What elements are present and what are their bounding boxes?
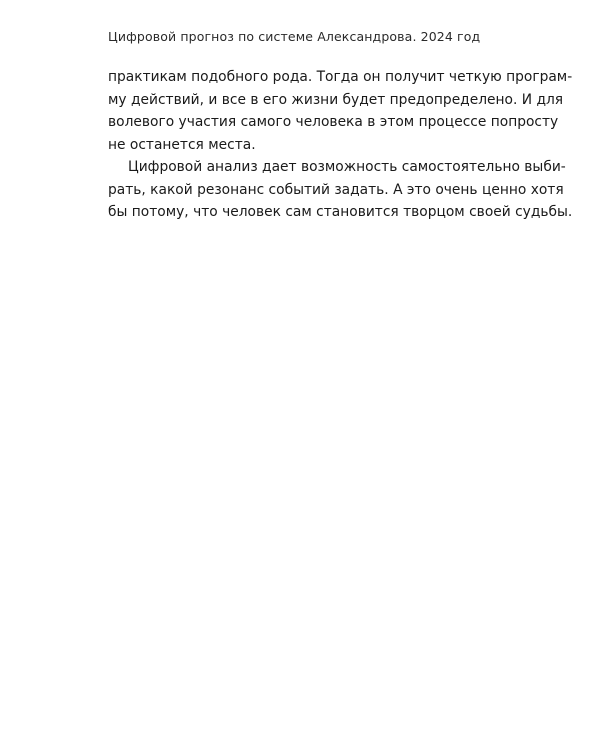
- text-line: волевого участия самого человека в этом процессе попросту: [108, 114, 559, 130]
- text-line: му действий, и все в его жизни будет предопределено. И для: [108, 91, 564, 108]
- paragraph-2: [108, 156, 573, 224]
- text-line: рать, какой резонанс событий задать. А это очень ценно хотя: [108, 181, 564, 198]
- page-body: [108, 66, 573, 224]
- running-header: Цифровой прогноз по системе Александрова. 2024 год: [108, 29, 481, 44]
- text-line: Цифровой анализ дает возможность самостоятельно выби-: [128, 159, 566, 175]
- text-line: не останется места.: [108, 136, 256, 153]
- paragraph-1: [108, 66, 573, 156]
- text-line: практикам подобного рода. Тогда он получит четкую програм-: [108, 69, 573, 85]
- text-line: бы потому, что человек сам становится творцом своей судьбы.: [108, 204, 573, 220]
